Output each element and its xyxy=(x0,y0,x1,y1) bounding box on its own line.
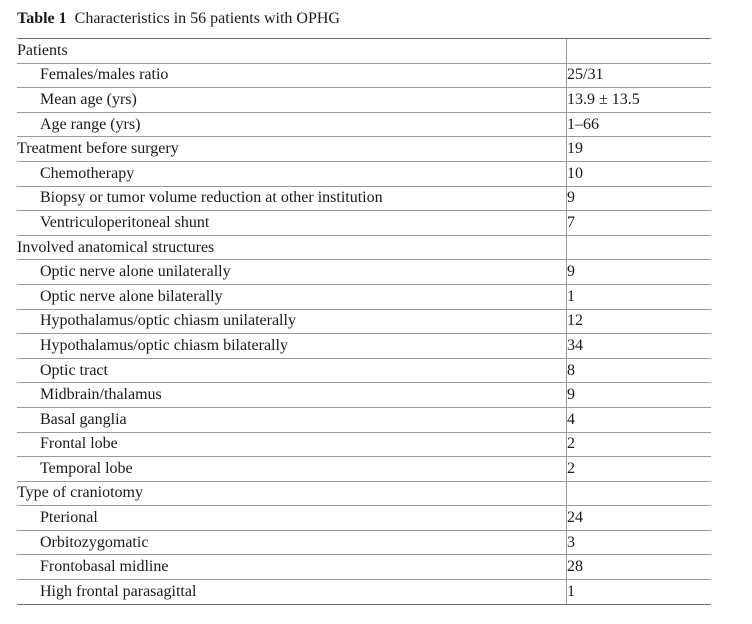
row-label: Optic nerve alone bilaterally xyxy=(17,284,567,309)
table-row xyxy=(17,63,711,88)
table-row xyxy=(17,309,711,334)
table-caption xyxy=(17,9,340,29)
table-row xyxy=(17,39,711,64)
row-value: 9 xyxy=(567,383,712,408)
row-value: 13.9 ± 13.5 xyxy=(567,88,712,113)
row-value: 2 xyxy=(567,432,712,457)
table-title: Characteristics in 56 patients with OPHG xyxy=(74,10,340,27)
table-label: Table 1 xyxy=(17,10,67,27)
row-value xyxy=(567,235,712,260)
table-row xyxy=(17,481,711,506)
section-label: Involved anatomical structures xyxy=(17,235,567,260)
table-row xyxy=(17,358,711,383)
row-value xyxy=(567,481,712,506)
table-row xyxy=(17,407,711,432)
row-value: 12 xyxy=(567,309,712,334)
row-value: 7 xyxy=(567,211,712,236)
row-label: Orbitozygomatic xyxy=(17,530,567,555)
row-label: Hypothalamus/optic chiasm bilaterally xyxy=(17,334,567,359)
row-label: Ventriculoperitoneal shunt xyxy=(17,211,567,236)
row-value: 1 xyxy=(567,284,712,309)
section-label: Treatment before surgery xyxy=(17,137,567,162)
row-value: 1 xyxy=(567,580,712,605)
table-row xyxy=(17,580,711,605)
row-label: Midbrain/thalamus xyxy=(17,383,567,408)
row-value: 3 xyxy=(567,530,712,555)
table-row xyxy=(17,88,711,113)
row-label: Temporal lobe xyxy=(17,457,567,482)
row-value: 9 xyxy=(567,260,712,285)
row-label: Pterional xyxy=(17,506,567,531)
row-value: 8 xyxy=(567,358,712,383)
row-value: 9 xyxy=(567,186,712,211)
table-row xyxy=(17,530,711,555)
row-label: Mean age (yrs) xyxy=(17,88,567,113)
row-value: 25/31 xyxy=(567,63,712,88)
row-value: 2 xyxy=(567,457,712,482)
row-label: Biopsy or tumor volume reduction at other institution xyxy=(17,186,567,211)
table-row xyxy=(17,334,711,359)
section-label: Type of craniotomy xyxy=(17,481,567,506)
row-value: 34 xyxy=(567,334,712,359)
table-row xyxy=(17,112,711,137)
row-label: Frontobasal midline xyxy=(17,555,567,580)
row-value xyxy=(567,39,712,64)
row-label: Chemotherapy xyxy=(17,161,567,186)
table-row xyxy=(17,555,711,580)
row-value: 19 xyxy=(567,137,712,162)
row-label: Females/males ratio xyxy=(17,63,567,88)
table-row xyxy=(17,432,711,457)
table-row xyxy=(17,186,711,211)
section-label: Patients xyxy=(17,39,567,64)
row-label: Age range (yrs) xyxy=(17,112,567,137)
table-row xyxy=(17,235,711,260)
table-row xyxy=(17,211,711,236)
row-value: 24 xyxy=(567,506,712,531)
characteristics-table xyxy=(17,38,711,605)
table-body xyxy=(17,39,711,605)
table-row xyxy=(17,383,711,408)
table-row xyxy=(17,284,711,309)
row-value: 4 xyxy=(567,407,712,432)
table-row xyxy=(17,457,711,482)
row-label: Optic tract xyxy=(17,358,567,383)
table-row xyxy=(17,137,711,162)
row-label: Basal ganglia xyxy=(17,407,567,432)
row-value: 28 xyxy=(567,555,712,580)
table-row xyxy=(17,506,711,531)
row-value: 1–66 xyxy=(567,112,712,137)
table-row xyxy=(17,260,711,285)
row-value: 10 xyxy=(567,161,712,186)
row-label: High frontal parasagittal xyxy=(17,580,567,605)
row-label: Hypothalamus/optic chiasm unilaterally xyxy=(17,309,567,334)
row-label: Optic nerve alone unilaterally xyxy=(17,260,567,285)
table-row xyxy=(17,161,711,186)
row-label: Frontal lobe xyxy=(17,432,567,457)
